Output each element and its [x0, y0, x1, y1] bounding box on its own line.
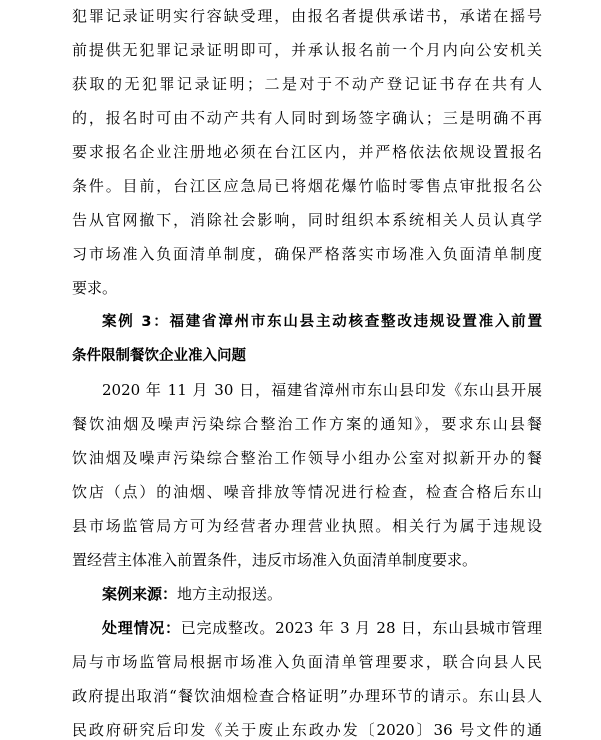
handling-text: 已完成整改。2023 年 3 月 28 日，东山县城市管理: [180, 619, 542, 637]
handling-first-line: [102, 618, 542, 638]
text-line: 要求报名企业注册地必须在台江区内，并严格依法依规设置报名: [72, 143, 542, 161]
text-line: 餐饮油烟及噪声污染综合整治工作方案的通知》，要求东山县餐: [72, 415, 542, 433]
text-line: 犯罪记录证明实行容缺受理，由报名者提供承诺书，承诺在摇号: [72, 7, 542, 25]
text-line: 置经营主体准入前置条件，违反市场准入负面清单制度要求。: [72, 551, 478, 569]
case3-title-line: 案例 3：福建省漳州市东山县主动核查整改违规设置准入前置: [102, 314, 542, 330]
text-line: 县市场监管局方可为经营者办理营业执照。相关行为属于违规设: [72, 517, 542, 535]
case-source-value: 地方主动报送。: [177, 585, 283, 603]
text-line: 要求。: [72, 279, 118, 297]
text-line: 告从官网撤下，消除社会影响，同时组织本系统相关人员认真学: [72, 211, 542, 229]
case-source-label: 案例来源：: [102, 585, 178, 603]
text-line: 饮油烟及噪声污染综合整治工作领导小组办公室对拟新开办的餐: [72, 449, 542, 467]
text-line: 习市场准入负面清单制度，确保严格落实市场准入负面清单制度: [72, 245, 542, 263]
text-line: 条件。目前，台江区应急局已将烟花爆竹临时零售点审批报名公: [72, 177, 542, 195]
text-line: 2020 年 11 月 30 日，福建省漳州市东山县印发《东山县开展: [102, 381, 542, 399]
text-line: 政府提出取消“餐饮油烟检查合格证明”办理环节的请示。东山县人: [72, 687, 542, 705]
text-line: 局与市场监管局根据市场准入负面清单管理要求，联合向县人民: [72, 653, 542, 671]
text-line: 民政府研究后印发《关于废止东政办发〔2020〕36 号文件的通: [72, 721, 542, 739]
case3-title-line: 条件限制餐饮企业准入问题: [72, 348, 246, 364]
text-line: 获取的无犯罪记录证明；二是对于不动产登记证书存在共有人: [72, 75, 542, 93]
handling-label: 处理情况：: [102, 619, 181, 637]
text-line: 饮店（点）的油烟、噪音排放等情况进行检查，检查合格后东山: [72, 483, 542, 501]
text-line: 的，报名时可由不动产共有人同时到场签字确认；三是明确不再: [72, 109, 542, 127]
text-line: 前提供无犯罪记录证明即可，并承认报名前一个月内向公安机关: [72, 41, 542, 59]
case3-source: [102, 584, 542, 604]
